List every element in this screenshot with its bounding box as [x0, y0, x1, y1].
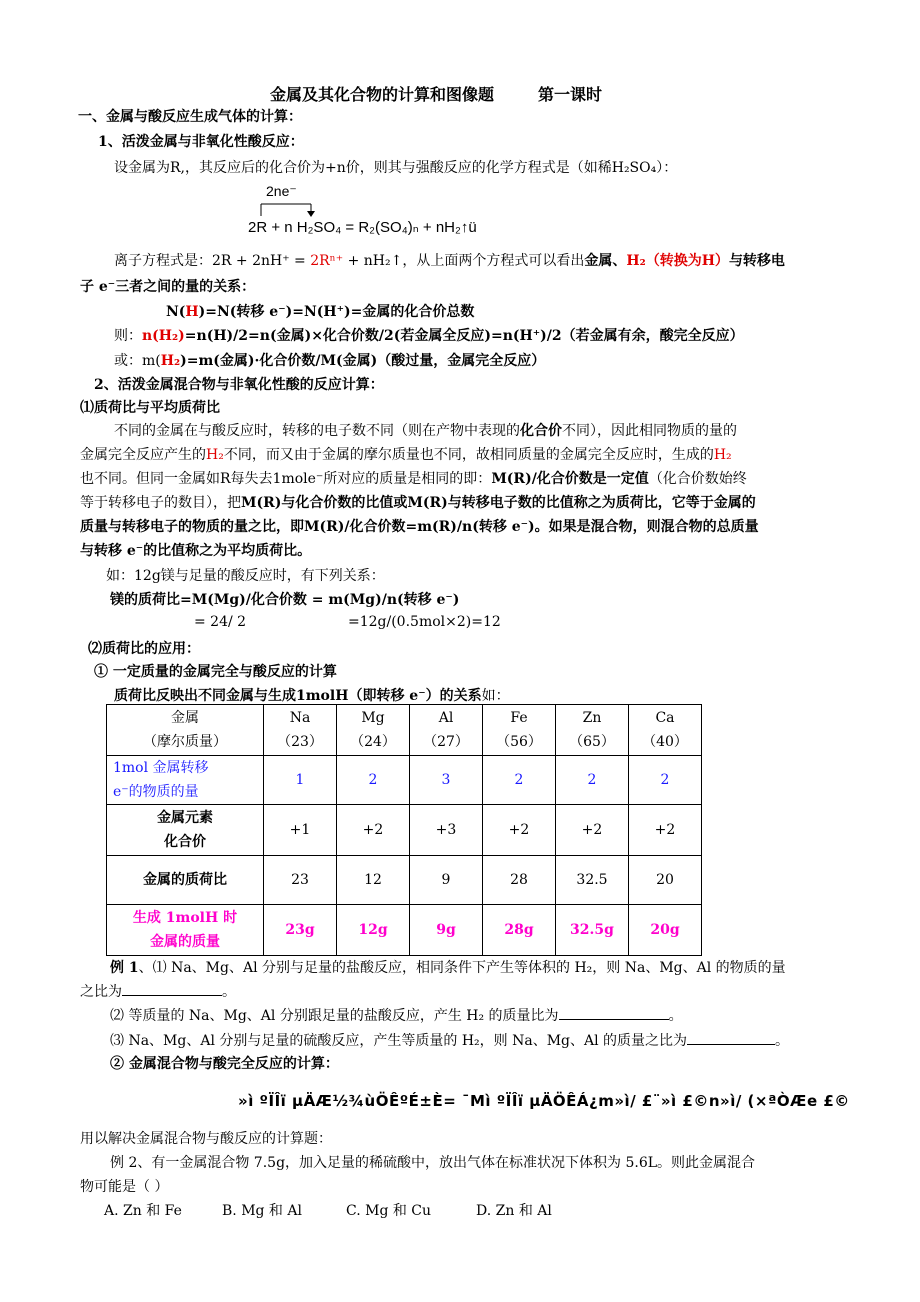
app1-desc-tail: 如：	[481, 688, 510, 704]
ionic-bold-b: 与转移电	[728, 253, 785, 269]
or-formula	[114, 350, 545, 370]
cell-text: Na	[289, 710, 311, 726]
ex1-q1a: 、⑴ Na、Mg、Al 分别与足量的盐酸反应，相同条件下产生等体积的 H₂，则 Na、Mg、Al 的物质的量	[138, 960, 786, 976]
then-a: 则：	[114, 328, 142, 344]
table-cell	[107, 756, 264, 805]
cell-text: （23）	[277, 734, 323, 750]
cell-text: Ca	[655, 710, 675, 726]
table-cell: 12	[337, 856, 410, 905]
choice-a[interactable]: A. Zn 和 Fe	[104, 1203, 182, 1219]
table-cell	[410, 705, 483, 756]
table-row	[107, 756, 702, 805]
table-cell: 2	[483, 756, 556, 805]
example-1-q2	[110, 1005, 683, 1025]
table-cell: 32.5g	[556, 905, 629, 956]
table-cell: 28	[483, 856, 556, 905]
table-cell: 12g	[337, 905, 410, 956]
para1-a: 不同的金属在与酸反应时，转移的电子数不同（则在产物中表现的	[114, 423, 520, 439]
table-cell: +2	[629, 805, 702, 856]
ionic-line-2: 子 e⁻三者之间的量的关系：	[80, 279, 256, 295]
answer-blank[interactable]	[122, 981, 222, 996]
answer-blank[interactable]	[687, 1030, 775, 1045]
cell-text: 生成 1molH 时	[132, 910, 238, 926]
example-2-line1: 例 2、有一金属混合物 7.5g，加入足量的稀硫酸中，放出气体在标准状况下体积为 5.6L。则此金属混合	[110, 1155, 756, 1171]
table-cell: +2	[483, 805, 556, 856]
para-line-4	[80, 492, 756, 512]
table-cell: 9	[410, 856, 483, 905]
relation-h: H	[185, 304, 199, 320]
para3-a: 也不同。但同一金属如R每失去1mole⁻所对应的质量是相同的即：	[80, 471, 492, 487]
table-cell	[107, 805, 264, 856]
cell-text: （40）	[642, 734, 688, 750]
application-2-heading: ② 金属混合物与酸完全反应的计算：	[110, 1056, 339, 1072]
para2-a: 金属完全反应产生的	[80, 447, 206, 463]
title-main: 金属及其化合物的计算和图像题	[270, 85, 495, 104]
example-1-q3	[110, 1030, 789, 1050]
or-a: 或：m(	[114, 353, 161, 369]
table-cell: 23g	[264, 905, 337, 956]
para4-a: 等于转移电子的数目），把	[80, 495, 241, 511]
cell-text: 化合价	[164, 834, 206, 850]
example-1-q1-line2	[80, 981, 236, 1001]
ionic-text-b: + nH₂↑，从上面两个方程式可以看出	[343, 253, 585, 269]
answer-blank[interactable]	[559, 1005, 669, 1020]
table-row	[107, 805, 702, 856]
table-cell	[556, 705, 629, 756]
cell-text: Mg	[361, 710, 385, 726]
table-cell: 金属的质荷比	[107, 856, 264, 905]
example-line-2a: = 24/ 2	[194, 614, 247, 630]
table-cell: 2	[556, 756, 629, 805]
cell-text: 金属的质量	[150, 934, 220, 950]
para4-bold: M(R)与化合价数的比值或M(R)与转移电子数的比值称之为质荷比，它等于金属的	[241, 495, 756, 511]
relation-formula	[166, 301, 474, 321]
example-line-1: 镁的质荷比=M(Mg)/化合价数 = m(Mg)/n(转移 e⁻)	[110, 592, 460, 608]
cell-text: （65）	[569, 734, 615, 750]
garbled-formula: »ì ºÏÎï µÄÆ½¾ùÖÊºÉ±È= ¯Mì ºÏÎï µÄÖÊÁ¿m»ì/ £¨»ì £©n»ì/ (×ªÒÆe £©	[238, 1092, 850, 1110]
electron-label: 2ne⁻	[266, 183, 297, 199]
table-cell: 20	[629, 856, 702, 905]
application-1-desc	[114, 685, 510, 705]
table-cell: 1	[264, 756, 337, 805]
subsection-1-heading: 1、活泼金属与非氧化性酸反应：	[98, 134, 304, 150]
cell-text: 1mol 金属转移	[113, 760, 209, 776]
or-red: H₂	[160, 353, 181, 369]
para-line-1	[114, 420, 737, 440]
ionic-equation-line	[114, 250, 785, 270]
app1-desc-bold: 质荷比反映出不同金属与生成1molH（即转移 e⁻）的关系	[114, 688, 482, 704]
table-cell: +2	[556, 805, 629, 856]
table-cell: 9g	[410, 905, 483, 956]
cell-text: （摩尔质量）	[143, 734, 227, 750]
table-cell: +1	[264, 805, 337, 856]
ex1-q2a: ⑵ 等质量的 Na、Mg、Al 分别跟足量的盐酸反应，产生 H₂ 的质量比为	[110, 1008, 559, 1024]
then-b: =n(H)/2=n(金属)×化合价数/2(若金属全反应)=n(H⁺)/2（若金属有余，酸完全反应）	[184, 328, 744, 344]
ionic-red-ion: 2Rⁿ⁺	[310, 253, 344, 269]
para-line-6: 与转移 e⁻的比值称之为平均质荷比。	[80, 543, 312, 559]
para2-red: H₂	[206, 447, 224, 463]
point-1-heading: ⑴质荷比与平均质荷比	[80, 400, 220, 416]
table-cell	[629, 705, 702, 756]
table-cell	[107, 705, 264, 756]
para-line-5: 质量与转移电子的物质的量之比，即M(R)/化合价数=m(R)/n(转移 e⁻)。如果是混合物，则混合物的总质量	[80, 519, 759, 535]
ionic-text-a: 离子方程式是：2R + 2nH⁺ =	[114, 253, 311, 269]
choice-b[interactable]: B. Mg 和 Al	[222, 1203, 302, 1219]
choice-d[interactable]: D. Zn 和 Al	[476, 1203, 552, 1219]
table-cell: +3	[410, 805, 483, 856]
point-2-heading: ⑵质荷比的应用：	[88, 641, 200, 657]
table-cell	[337, 705, 410, 756]
table-cell	[264, 705, 337, 756]
or-b: )=m(金属)·化合价数/M(金属)（酸过量，金属完全反应）	[180, 353, 546, 369]
example-line-2b: =12g/(0.5mol×2)=12	[348, 614, 501, 630]
table-cell: 28g	[483, 905, 556, 956]
table-row	[107, 856, 702, 905]
para-line-3	[80, 468, 747, 488]
para3-bold: M(R)/化合价数是一定值	[491, 471, 649, 487]
intro-text: 设金属为R,，其反应后的化合价为+n价，则其与强酸反应的化学方程式是（如稀H₂SO₄）：	[114, 160, 678, 176]
ex1-q1b: 之比为	[80, 984, 122, 1000]
table-row	[107, 705, 702, 756]
table-row	[107, 905, 702, 956]
cell-text: （24）	[350, 734, 396, 750]
para-line-2	[80, 444, 732, 464]
table-cell	[483, 705, 556, 756]
ionic-bold-a: 金属、	[584, 253, 627, 269]
then-formula	[114, 325, 744, 345]
table-cell	[107, 905, 264, 956]
title-lesson: 第一课时	[538, 85, 603, 104]
choice-c[interactable]: C. Mg 和 Cu	[346, 1203, 432, 1219]
example-2-line2: 物可能是（ ）	[80, 1179, 169, 1195]
ex1-q3b: 。	[775, 1033, 790, 1049]
cell-text: Al	[438, 710, 454, 726]
metal-ratio-table	[106, 704, 702, 956]
ex1-q2b: 。	[668, 1008, 683, 1024]
cell-text: （56）	[496, 734, 542, 750]
para2-red2: H₂	[713, 447, 732, 463]
para1-b: 不同），因此相同物质的量的	[562, 423, 737, 439]
para2-b: 不同，而又由于金属的摩尔质量也不同，故相同质量的金属完全反应时，生成的	[223, 447, 714, 463]
example-intro: 如：12g镁与足量的酸反应时，有下列关系：	[106, 568, 385, 584]
ex1-label: 例 1	[110, 960, 139, 976]
relation-b: )=N(转移 e⁻)=N(H⁺)=金属的化合价总数	[198, 304, 475, 320]
table-cell: 2	[629, 756, 702, 805]
table-cell: 32.5	[556, 856, 629, 905]
table-cell: 2	[337, 756, 410, 805]
page-title	[270, 82, 602, 105]
table-cell: +2	[337, 805, 410, 856]
cell-text: Fe	[510, 710, 528, 726]
table-cell: 20g	[629, 905, 702, 956]
application-1-heading: ① 一定质量的金属完全与酸反应的计算	[94, 664, 337, 680]
cell-text: 金属元素	[157, 810, 213, 826]
subsection-2-heading: 2、活泼金属混合物与非氧化性酸的反应计算：	[94, 377, 384, 393]
ex1-q1c: 。	[222, 984, 236, 1000]
ex1-q3a: ⑶ Na、Mg、Al 分别与足量的硫酸反应，产生等质量的 H₂，则 Na、Mg、Al 的质量之比为	[110, 1033, 688, 1049]
para1-bold: 化合价	[520, 423, 562, 439]
table-cell: 23	[264, 856, 337, 905]
chemical-equation: 2R + n H₂SO₄ = R₂(SO₄)ₙ + nH₂↑ü	[248, 219, 477, 236]
relation-a: N(	[166, 304, 186, 320]
cell-text: e⁻的物质的量	[113, 784, 199, 800]
cell-text: Zn	[582, 710, 602, 726]
then-red: n(H₂)	[142, 328, 185, 344]
cell-text: （27）	[423, 734, 469, 750]
example-1-q1-line1	[110, 957, 786, 977]
ionic-h2: H₂（转换为H）	[626, 253, 729, 269]
para3-b: （化合价数始终	[648, 471, 747, 487]
usage-text: 用以解决金属混合物与酸反应的计算题：	[80, 1131, 332, 1147]
section-1-heading: 一、金属与酸反应生成气体的计算：	[78, 109, 302, 125]
cell-text: 金属	[171, 710, 199, 726]
table-cell: 3	[410, 756, 483, 805]
